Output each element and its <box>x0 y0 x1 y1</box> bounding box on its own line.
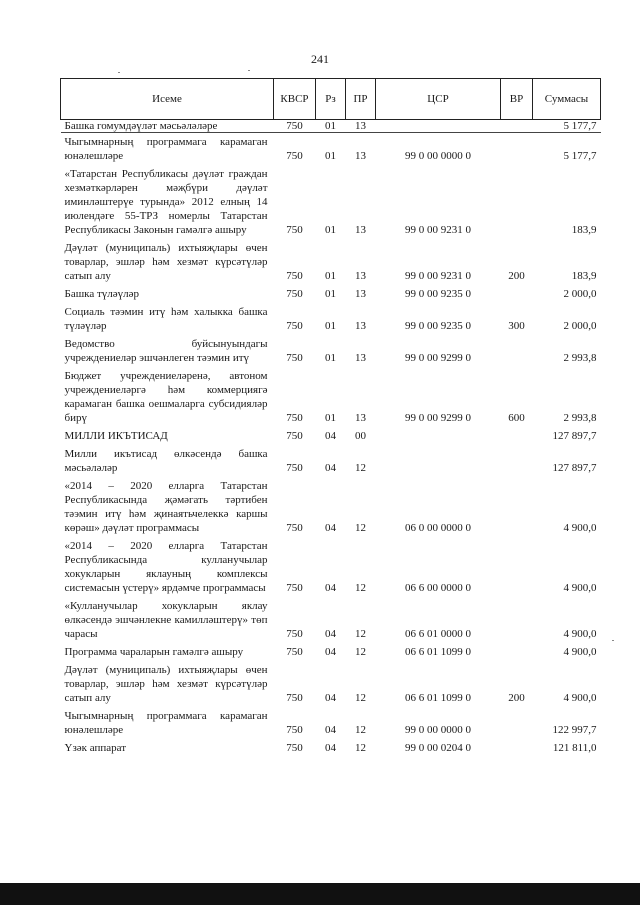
cell-pr: 13 <box>355 150 366 162</box>
cell-csr: 99 0 00 0000 0 <box>405 150 471 162</box>
cell-kvsr: 750 <box>274 120 316 133</box>
cell-sum: 183,9 <box>571 270 597 282</box>
cell-pr: 13 <box>355 224 366 236</box>
cell-sum: 2 000,0 <box>563 320 597 332</box>
cell-name: Башка түләүләр <box>64 288 140 300</box>
cell-vr <box>501 120 533 133</box>
cell-csr <box>376 120 501 133</box>
table-row <box>61 661 601 707</box>
cell-pr: 12 <box>355 692 366 704</box>
cell-kvsr: 750 <box>286 150 303 162</box>
cell-sum: 127 897,7 <box>552 462 597 474</box>
cell-csr: 06 6 01 0000 0 <box>405 628 471 640</box>
cell-name: Дәүләт (муниципаль) ихтыяҗлары өчен товарлар, эшләр һәм хезмәт күрсәтүләр сатып алу <box>64 664 268 704</box>
table-row <box>61 445 601 477</box>
cell-rz: 04 <box>325 522 336 534</box>
cell-kvsr: 750 <box>286 270 303 282</box>
cell-kvsr: 750 <box>286 724 303 736</box>
cell-sum: 121 811,0 <box>552 742 597 754</box>
table-row <box>61 165 601 239</box>
cell-rz: 01 <box>325 224 336 236</box>
cell-pr: 12 <box>355 522 366 534</box>
cell-vr <box>501 477 533 537</box>
cell-vr: 600 <box>508 412 525 424</box>
cell-name: Башка гомумдәүләт мәсьәләләре <box>61 120 274 133</box>
table-header <box>61 79 601 120</box>
cell-name: Ведомство буйсынуындагы учреждениеләр эшчәнлеген тәэмин итү <box>64 338 268 364</box>
cell-csr <box>376 427 501 445</box>
cell-name: Милли икътисад өлкәсендә башка мәсьәләләр <box>64 448 268 474</box>
table-row <box>61 367 601 427</box>
cell-name: «2014 – 2020 елларга Татарстан Республикасында кулланучылар хокукларын яклауның комплексы системасын үстерү» ярдәмче программасы <box>64 540 268 594</box>
cell-sum: 4 900,0 <box>563 628 597 640</box>
cell-csr <box>376 445 501 477</box>
scan-speck <box>118 72 120 73</box>
cell-rz: 01 <box>316 120 346 133</box>
cell-rz: 04 <box>325 462 336 474</box>
cell-kvsr: 750 <box>286 430 303 442</box>
table-row <box>61 427 601 445</box>
cell-rz: 04 <box>325 628 336 640</box>
cell-name: «2014 – 2020 елларга Татарстан Республикасында җәмәгать тәртибен тәэмин итү һәм җинаятьчелеккә каршы көрәш» дәүләт программасы <box>64 480 268 534</box>
cell-kvsr: 750 <box>286 582 303 594</box>
cell-sum: 127 897,7 <box>552 430 597 442</box>
cell-pr: 12 <box>355 742 366 754</box>
table-row <box>61 707 601 739</box>
cell-pr: 12 <box>355 582 366 594</box>
cell-csr: 99 0 00 9231 0 <box>405 270 471 282</box>
budget-table <box>60 78 601 757</box>
cell-rz: 04 <box>325 582 336 594</box>
cell-name: Үзәк аппарат <box>64 742 127 754</box>
cell-csr: 06 0 00 0000 0 <box>405 522 471 534</box>
cell-pr: 13 <box>355 412 366 424</box>
cell-name: «Кулланучылар хокукларын яклау өлкәсендә эшчәнлекне камилләштерү» төп чарасы <box>64 600 268 640</box>
table-row <box>61 643 601 661</box>
cell-csr: 99 0 00 0000 0 <box>405 724 471 736</box>
table-row <box>61 597 601 643</box>
cell-pr: 13 <box>355 320 366 332</box>
cell-vr <box>501 335 533 367</box>
table-row <box>61 335 601 367</box>
cell-sum: 4 900,0 <box>563 582 597 594</box>
cell-csr: 99 0 00 9235 0 <box>405 288 471 300</box>
header-vr: ВР <box>501 79 533 120</box>
cell-rz: 04 <box>325 646 336 658</box>
cell-vr <box>501 597 533 643</box>
cell-pr: 12 <box>355 646 366 658</box>
cell-vr: 200 <box>508 692 525 704</box>
cell-vr <box>501 285 533 303</box>
cell-sum: 2 993,8 <box>563 352 597 364</box>
scan-speck <box>612 640 614 641</box>
cell-rz: 04 <box>325 742 336 754</box>
cell-vr: 200 <box>508 270 525 282</box>
cell-sum: 4 900,0 <box>563 646 597 658</box>
cell-vr <box>501 537 533 597</box>
cell-vr <box>501 643 533 661</box>
cell-pr: 13 <box>355 288 366 300</box>
header-sum: Суммасы <box>533 79 601 120</box>
cell-rz: 01 <box>325 270 336 282</box>
cell-pr: 13 <box>355 352 366 364</box>
cell-name: Социаль тәэмин итү һәм халыкка башка түләүләр <box>64 306 268 332</box>
table-row <box>61 133 601 166</box>
cell-vr <box>501 707 533 739</box>
cell-name: «Татарстан Республикасы дәүләт граждан хезмәткәрләрен мәҗбүри дәүләт иминләштерүе турында» 2012 елның 14 июлендәге 55-ТРЗ номерлы Татарстан Республикасы Законын гамәлгә ашыру <box>64 168 268 236</box>
cell-rz: 01 <box>325 412 336 424</box>
cell-kvsr: 750 <box>286 742 303 754</box>
scan-speck <box>248 70 250 71</box>
cell-vr <box>501 445 533 477</box>
cell-csr: 99 0 00 0204 0 <box>405 742 471 754</box>
cell-pr: 12 <box>355 724 366 736</box>
cell-sum: 4 900,0 <box>563 522 597 534</box>
cell-sum: 2 993,8 <box>563 412 597 424</box>
cell-name: Дәүләт (муниципаль) ихтыяҗлары өчен товарлар, эшләр һәм хезмәт күрсәтүләр сатып алу <box>64 242 268 282</box>
cell-pr: 12 <box>355 628 366 640</box>
header-name: Исеме <box>61 79 274 120</box>
header-kvsr: КВСР <box>274 79 316 120</box>
cell-name: Чыгымнарның программага карамаган юнәлешләре <box>64 710 268 736</box>
cell-pr: 13 <box>355 270 366 282</box>
cell-kvsr: 750 <box>286 288 303 300</box>
cell-sum: 2 000,0 <box>563 288 597 300</box>
header-pr: ПР <box>346 79 376 120</box>
table-row <box>61 303 601 335</box>
cell-rz: 01 <box>325 150 336 162</box>
table-row <box>61 537 601 597</box>
cell-vr <box>501 739 533 757</box>
cell-sum: 5 177,7 <box>533 120 601 133</box>
cell-kvsr: 750 <box>286 522 303 534</box>
cell-kvsr: 750 <box>286 224 303 236</box>
cell-name: МИЛЛИ ИКЪТИСАД <box>64 430 168 442</box>
cell-rz: 04 <box>325 692 336 704</box>
cell-vr: 300 <box>508 320 525 332</box>
cell-csr: 99 0 00 9299 0 <box>405 352 471 364</box>
cell-csr: 06 6 01 1099 0 <box>405 692 471 704</box>
cell-rz: 04 <box>325 430 336 442</box>
cell-kvsr: 750 <box>286 462 303 474</box>
cell-kvsr: 750 <box>286 352 303 364</box>
cell-rz: 01 <box>325 320 336 332</box>
cell-rz: 04 <box>325 724 336 736</box>
cell-name: Бюджет учреждениеләренә, автоном учреждениеләргә һәм коммерциягә карамаган башка оешмаларга субсидияләр бирү <box>64 370 268 424</box>
cell-csr: 06 6 01 1099 0 <box>405 646 471 658</box>
cell-kvsr: 750 <box>286 628 303 640</box>
cell-csr: 06 6 00 0000 0 <box>405 582 471 594</box>
cell-kvsr: 750 <box>286 320 303 332</box>
cell-name: Программа чараларын гамәлгә ашыру <box>64 646 244 658</box>
cell-rz: 01 <box>325 352 336 364</box>
cell-sum: 4 900,0 <box>563 692 597 704</box>
cell-kvsr: 750 <box>286 412 303 424</box>
header-rz: Рз <box>316 79 346 120</box>
cell-csr: 99 0 00 9235 0 <box>405 320 471 332</box>
cell-vr <box>501 165 533 239</box>
table-row <box>61 239 601 285</box>
cell-kvsr: 750 <box>286 646 303 658</box>
cell-csr: 99 0 00 9299 0 <box>405 412 471 424</box>
table-row <box>61 285 601 303</box>
cell-rz: 01 <box>325 288 336 300</box>
cell-name: Чыгымнарның программага карамаган юнәлешләре <box>64 136 268 162</box>
cell-pr: 00 <box>355 430 366 442</box>
table-row <box>61 739 601 757</box>
cell-kvsr: 750 <box>286 692 303 704</box>
cell-pr: 12 <box>355 462 366 474</box>
cell-vr <box>501 427 533 445</box>
page-number: 241 <box>311 52 329 66</box>
header-csr: ЦСР <box>376 79 501 120</box>
table-row <box>61 120 601 133</box>
table-body <box>61 120 601 758</box>
cell-sum: 122 997,7 <box>552 724 597 736</box>
cell-vr <box>501 133 533 166</box>
cell-sum: 183,9 <box>571 224 597 236</box>
cell-csr: 99 0 00 9231 0 <box>405 224 471 236</box>
table-row <box>61 477 601 537</box>
scan-bottom-edge <box>0 883 640 905</box>
budget-table-container <box>60 78 600 757</box>
cell-pr: 13 <box>346 120 376 133</box>
cell-sum: 5 177,7 <box>563 150 597 162</box>
